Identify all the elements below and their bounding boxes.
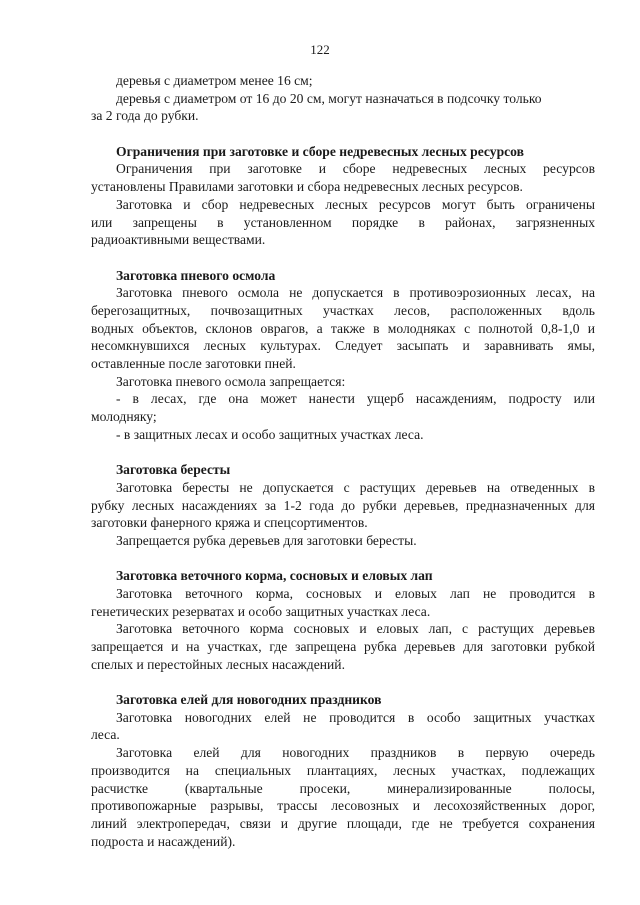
text-line: Ограничения при заготовке и сборе недревесных лесных ресурсов	[116, 161, 595, 177]
paragraph-gap	[91, 125, 595, 143]
text-line: несомкнувшихся лесных культурах. Следует засыпать и заравнивать ямы,	[91, 338, 595, 354]
text-line: Заготовка новогодних елей не проводится в особо защитных участках	[116, 709, 595, 725]
text-line: Заготовка веточного корма сосновых и еловых лап, с растущих деревьев	[116, 621, 595, 637]
section-heading: Заготовка веточного корма, сосновых и еловых лап	[116, 568, 433, 584]
text-line: за 2 года до рубки.	[91, 108, 199, 124]
text-line: установлены Правилами заготовки и сбора недревесных лесных ресурсов.	[91, 179, 523, 195]
section-heading: Заготовка елей для новогодних праздников	[116, 692, 382, 708]
text-line: заготовки фанерного кряжа и спецсортиментов.	[91, 515, 368, 531]
text-line: подроста и насаждений).	[91, 833, 236, 849]
text-line: - в лесах, где она может нанести ущерб насаждениям, подросту или	[116, 391, 595, 407]
text-line: линий электропередач, связи и другие площади, где не требуется сохранения	[91, 815, 595, 831]
paragraph-gap	[91, 249, 595, 267]
text-line: деревья с диаметром менее 16 см;	[116, 73, 313, 88]
text-line: - в защитных лесах и особо защитных участках леса.	[116, 426, 424, 442]
text-line: или запрещены в установленном порядке в районах, загрязненных	[91, 214, 595, 230]
text-line: спелых и перестойных лесных насаждений.	[91, 656, 345, 672]
text-line: молодняку;	[91, 409, 157, 425]
text-line: Запрещается рубка деревьев для заготовки бересты.	[116, 532, 417, 548]
text-line: Заготовка пневого осмола запрещается:	[116, 373, 346, 389]
text-line: деревья с диаметром от 16 до 20 см, могут назначаться в подсочку только	[116, 90, 542, 106]
paragraph-gap	[91, 550, 595, 568]
text-line: запрещается и на участках, где запрещена рубка деревьев для заготовки рубкой	[91, 639, 595, 654]
text-line: противопожарные разрывы, трассы лесовозных и лесохозяйственных дорог,	[91, 798, 595, 814]
text-line: генетических резерватах и особо защитных участках леса.	[91, 603, 431, 619]
section-heading: Ограничения при заготовке и сборе недревесных лесных ресурсов	[116, 143, 524, 159]
text-line: оставленные после заготовки пней.	[91, 356, 296, 371]
text-line: водных объектов, склонов оврагов, а также в молодняках с полнотой 0,8-1,0 и	[91, 320, 595, 336]
paragraph-gap	[91, 443, 595, 461]
text-line: Заготовка бересты не допускается с растущих деревьев на отведенных в	[116, 479, 595, 495]
section-heading: Заготовка бересты	[116, 462, 231, 478]
text-line: радиоактивными веществами.	[91, 232, 266, 248]
text-line: рубку лесных насаждениях за 1-2 года до рубки деревьев, предназначенных для	[91, 497, 595, 513]
page-number: 122	[310, 42, 330, 57]
text-line: Заготовка пневого осмола не допускается в противоэрозионных лесах, на	[116, 285, 595, 301]
text-line: Заготовка и сбор недревесных лесных ресурсов могут быть ограничены	[116, 196, 595, 212]
text-line: леса.	[91, 727, 120, 743]
section-heading: Заготовка пневого осмола	[116, 267, 276, 283]
text-line: расчистке (квартальные просеки, минерализированные полосы,	[91, 780, 595, 796]
paragraph-gap	[91, 673, 595, 691]
text-line: берегозащитных, почвозащитных участках лесов, расположенных вдоль	[91, 302, 595, 318]
text-line: производится на специальных плантациях, лесных участках, подлежащих	[91, 762, 595, 778]
text-line: Заготовка елей для новогодних праздников в первую очередь	[116, 745, 595, 761]
text-line: Заготовка веточного корма, сосновых и еловых лап не проводится в	[116, 585, 595, 601]
document-body	[91, 72, 595, 850]
